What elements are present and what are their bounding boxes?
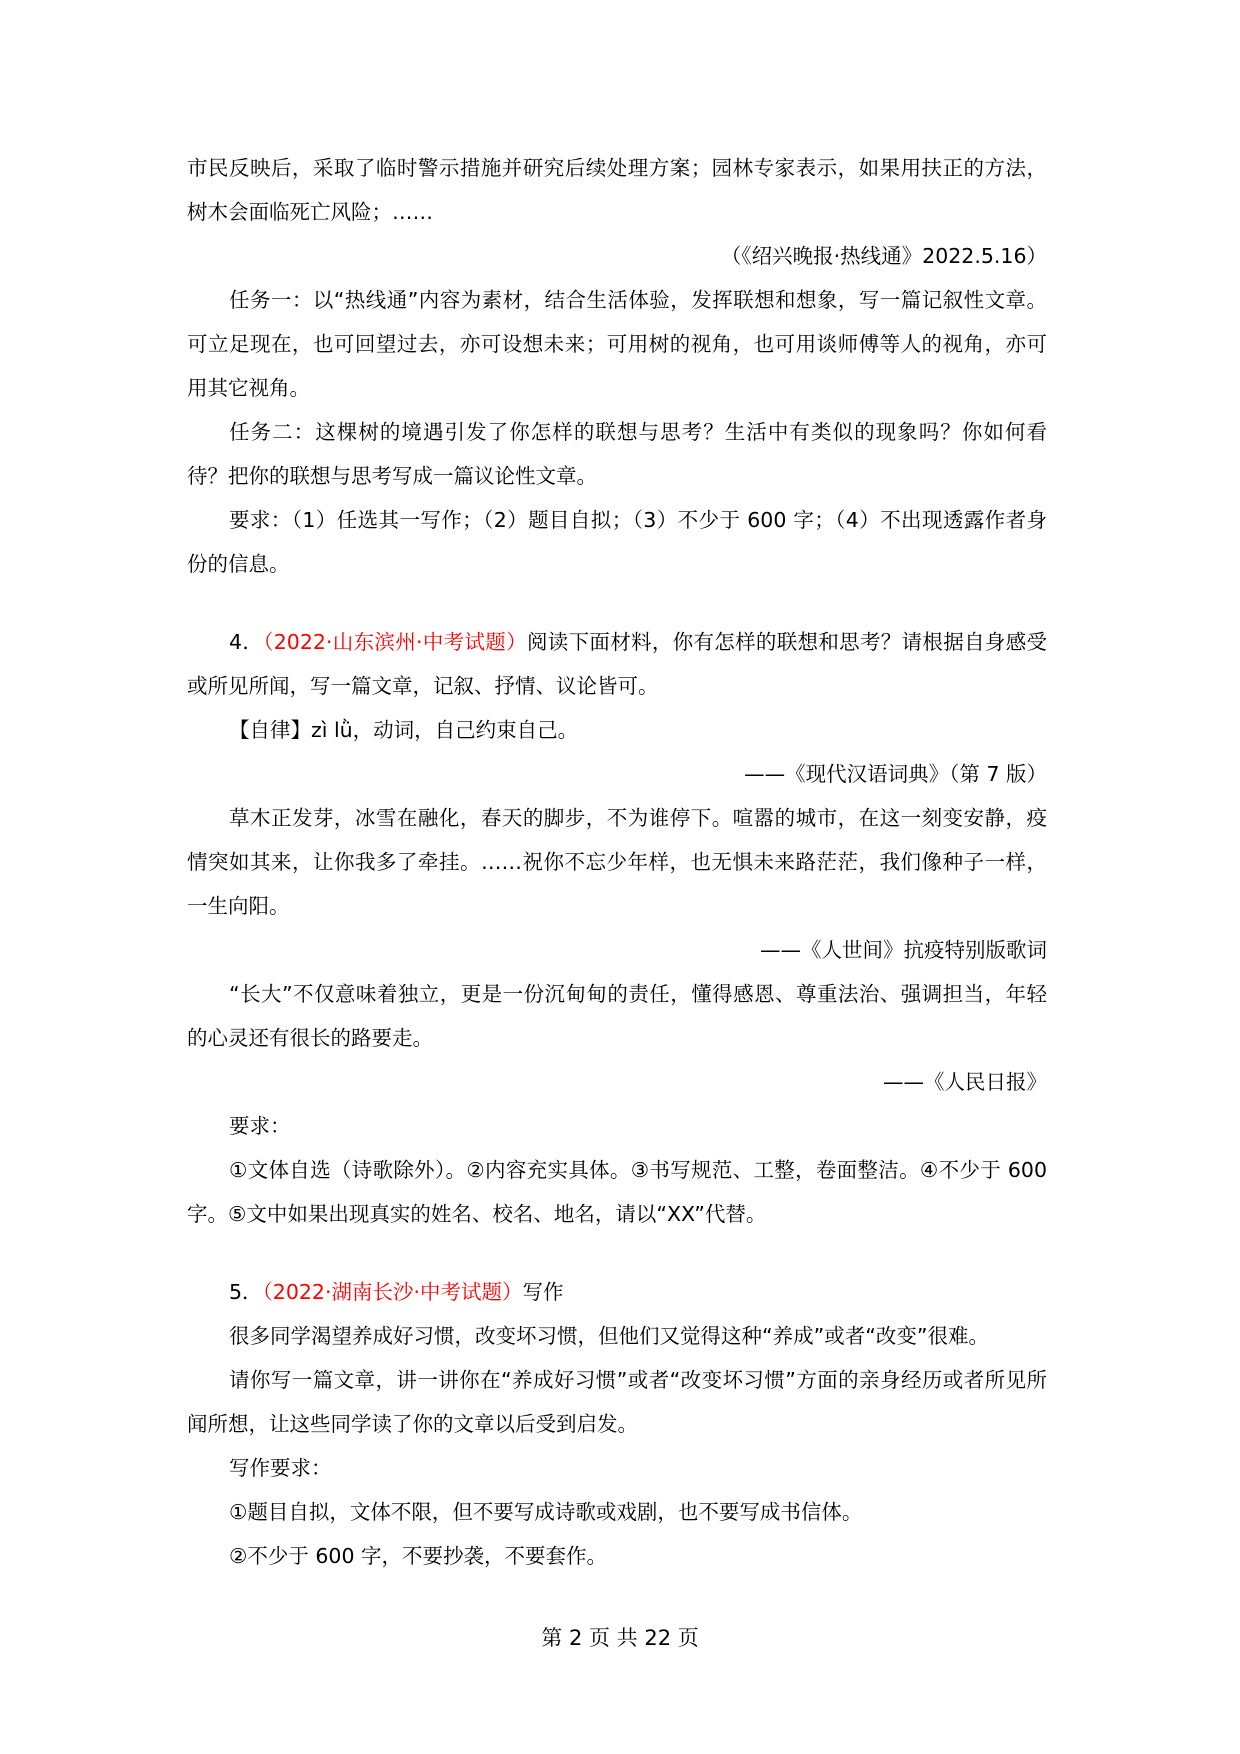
task-two: 任务二：这棵树的境遇引发了你怎样的联想与思考？生活中有类似的现象吗？你如何看待？把你的联想与思考写成一篇议论性文章。 [187,420,1047,488]
spacer [187,586,1047,620]
requirement-item: ②不少于 600 字，不要抄袭，不要套作。 [229,1544,608,1568]
page-footer: 第 2 页 共 22 页 [541,1626,699,1650]
continued-paragraph: 市民反映后，采取了临时警示措施并研究后续处理方案；园林专家表示，如果用扶正的方法，树木会面临死亡风险；…… [187,156,1047,224]
definition: 【自律】zì lǜ，动词，自己约束自己。 [229,718,579,742]
definition-source: ——《现代汉语词典》（第 7 版） [744,762,1047,786]
quote-source: ——《人民日报》 [883,1070,1047,1094]
task-one: 任务一：以“热线通”内容为素材，结合生活体验，发挥联想和想象，写一篇记叙性文章。可立足现在，也可回望过去，亦可设想未来；可用树的视角，也可用谈师傅等人的视角，亦可用其它视角。 [187,288,1047,400]
quote: “长大”不仅意味着独立，更是一份沉甸甸的责任，懂得感恩、尊重法治、强调担当，年轻的心灵还有很长的路要走。 [187,982,1047,1050]
lyrics: 草木正发芽，冰雪在融化，春天的脚步，不为谁停下。喧嚣的城市，在这一刻变安静，疫情突如其来，让你我多了牵挂。……祝你不忘少年样，也无惧未来路茫茫，我们像种子一样，一生向阳。 [187,806,1047,918]
requirements: 要求：（1）任选其一写作；（2）题目自拟；（3）不少于 600 字；（4）不出现透露作者身份的信息。 [187,508,1047,576]
spacer [187,1236,1047,1270]
lyrics-source: ——《人世间》抗疫特别版歌词 [760,938,1047,962]
paragraph: 很多同学渴望养成好习惯，改变坏习惯，但他们又觉得这种“养成”或者“改变”很难。 [229,1324,989,1348]
paragraph: 请你写一篇文章，讲一讲你在“养成好习惯”或者“改变坏习惯”方面的亲身经历或者所见所闻所想，让这些同学读了你的文章以后受到启发。 [187,1368,1047,1436]
question-prompt: 阅读下面材料，你有怎样的联想和思考？请根据自身感受或所见所闻，写一篇文章，记叙、抒情、议论皆可。 [187,630,1048,698]
question-number: 4． [229,630,264,654]
question-source-tag: （2022·湖南长沙·中考试题） [262,1280,523,1304]
question-title: 写作 [522,1280,564,1304]
page-content [187,146,1047,1578]
question-4-header [187,620,1047,708]
source-citation: （《绍兴晚报·热线通》2022.5.16） [720,244,1047,268]
question-5-header [187,1270,1047,1314]
requirement-item: ①题目自拟，文体不限，但不要写成诗歌或戏剧，也不要写成书信体。 [229,1500,863,1524]
question-source-tag: （2022·山东滨州·中考试题） [263,630,527,654]
requirements-text: ①文体自选（诗歌除外）。②内容充实具体。③书写规范、工整，卷面整洁。④不少于 600 字。⑤文中如果出现真实的姓名、校名、地名，请以“XX”代替。 [187,1158,1047,1226]
requirements-label: 要求： [229,1114,291,1138]
question-number: 5． [229,1280,263,1304]
requirements-label: 写作要求： [229,1456,332,1480]
